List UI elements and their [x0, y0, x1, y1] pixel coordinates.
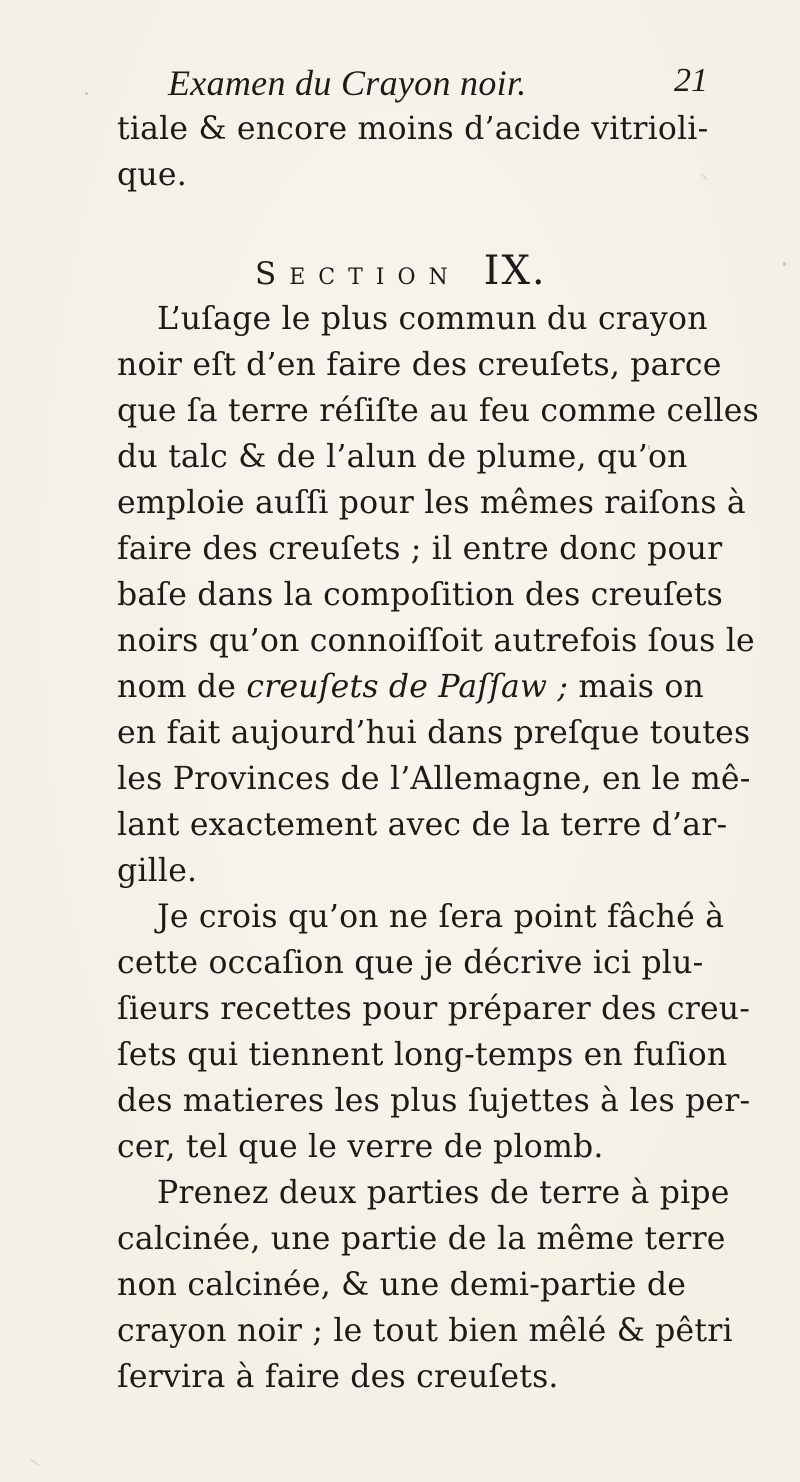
line-9-prefix: nom de [117, 669, 247, 705]
paper-speck [85, 92, 88, 95]
paragraph-1-line-5: emploie auſſi pour les mêmes raiſons à [117, 485, 746, 521]
section-word: Section [255, 256, 461, 292]
paragraph-2-line-3: ſieurs recettes pour préparer des creu- [117, 991, 751, 1027]
paragraph-1-line-12: lant exactement avec de la terre d’ar- [117, 807, 728, 843]
paragraph-3-line-3: non calcinée, & une demi-partie de [117, 1267, 687, 1303]
paragraph-3-line-1: Prenez deux parties de terre à pipe [157, 1175, 730, 1211]
paragraph-1-line-1: L’uſage le plus commun du crayon [157, 301, 708, 337]
creusets-de-passaw: creuſets de Paſſaw ; [246, 669, 569, 705]
paragraph-3-line-5: ſervira à faire des creuſets. [117, 1359, 559, 1395]
paragraph-2-line-4: ſets qui tiennent long-temps en fuſion [117, 1037, 728, 1073]
paragraph-2-line-6: cer, tel que le verre de plomb. [117, 1129, 604, 1165]
paragraph-2-line-1: Je crois qu’on ne ſera point fâché à [157, 899, 725, 935]
paragraph-1-line-10: en fait aujourd’hui dans preſque toutes [117, 715, 751, 751]
paragraph-1-line-13: gille. [117, 853, 198, 889]
paragraph-1-line-7: baſe dans la compoſition des creuſets [117, 577, 724, 613]
paragraph-2-line-5: des matieres les plus ſujettes à les per- [117, 1083, 751, 1119]
section-numeral: IX. [483, 248, 547, 294]
paper-speck [648, 445, 650, 450]
paragraph-1-line-9 [117, 669, 704, 705]
paragraph-1-line-8: noirs qu’on connoiſſoit autrefois ſous le [117, 623, 755, 659]
continuation-line-1: tiale & encore moins d’acide vitrioli- [117, 111, 709, 147]
paragraph-1-line-6: faire des creuſets ; il entre donc pour [117, 531, 723, 567]
paragraph-3-line-4: crayon noir ; le tout bien mêlé & pêtri [117, 1313, 733, 1349]
paragraph-2-line-2: cette occaſion que je décrive ici plu- [117, 945, 704, 981]
running-title: Examen du Crayon noir. [168, 63, 527, 103]
line-9-suffix: mais on [568, 669, 704, 705]
page-number: 21 [674, 62, 708, 99]
paragraph-1-line-11: les Provinces de l’Allemagne, en le mê- [117, 761, 751, 797]
paper-speck [783, 262, 786, 266]
paragraph-1-line-4: du talc & de l’alun de plume, qu’on [117, 439, 688, 475]
continuation-line-2: que. [117, 157, 187, 193]
paragraph-1-line-3: que ſa terre réſiſte au feu comme celles [117, 393, 759, 429]
paragraph-1-line-2: noir eſt d’en faire des creuſets, parce [117, 347, 722, 383]
section-heading [255, 248, 547, 294]
paragraph-3-line-2: calcinée, une partie de la même terre [117, 1221, 726, 1257]
